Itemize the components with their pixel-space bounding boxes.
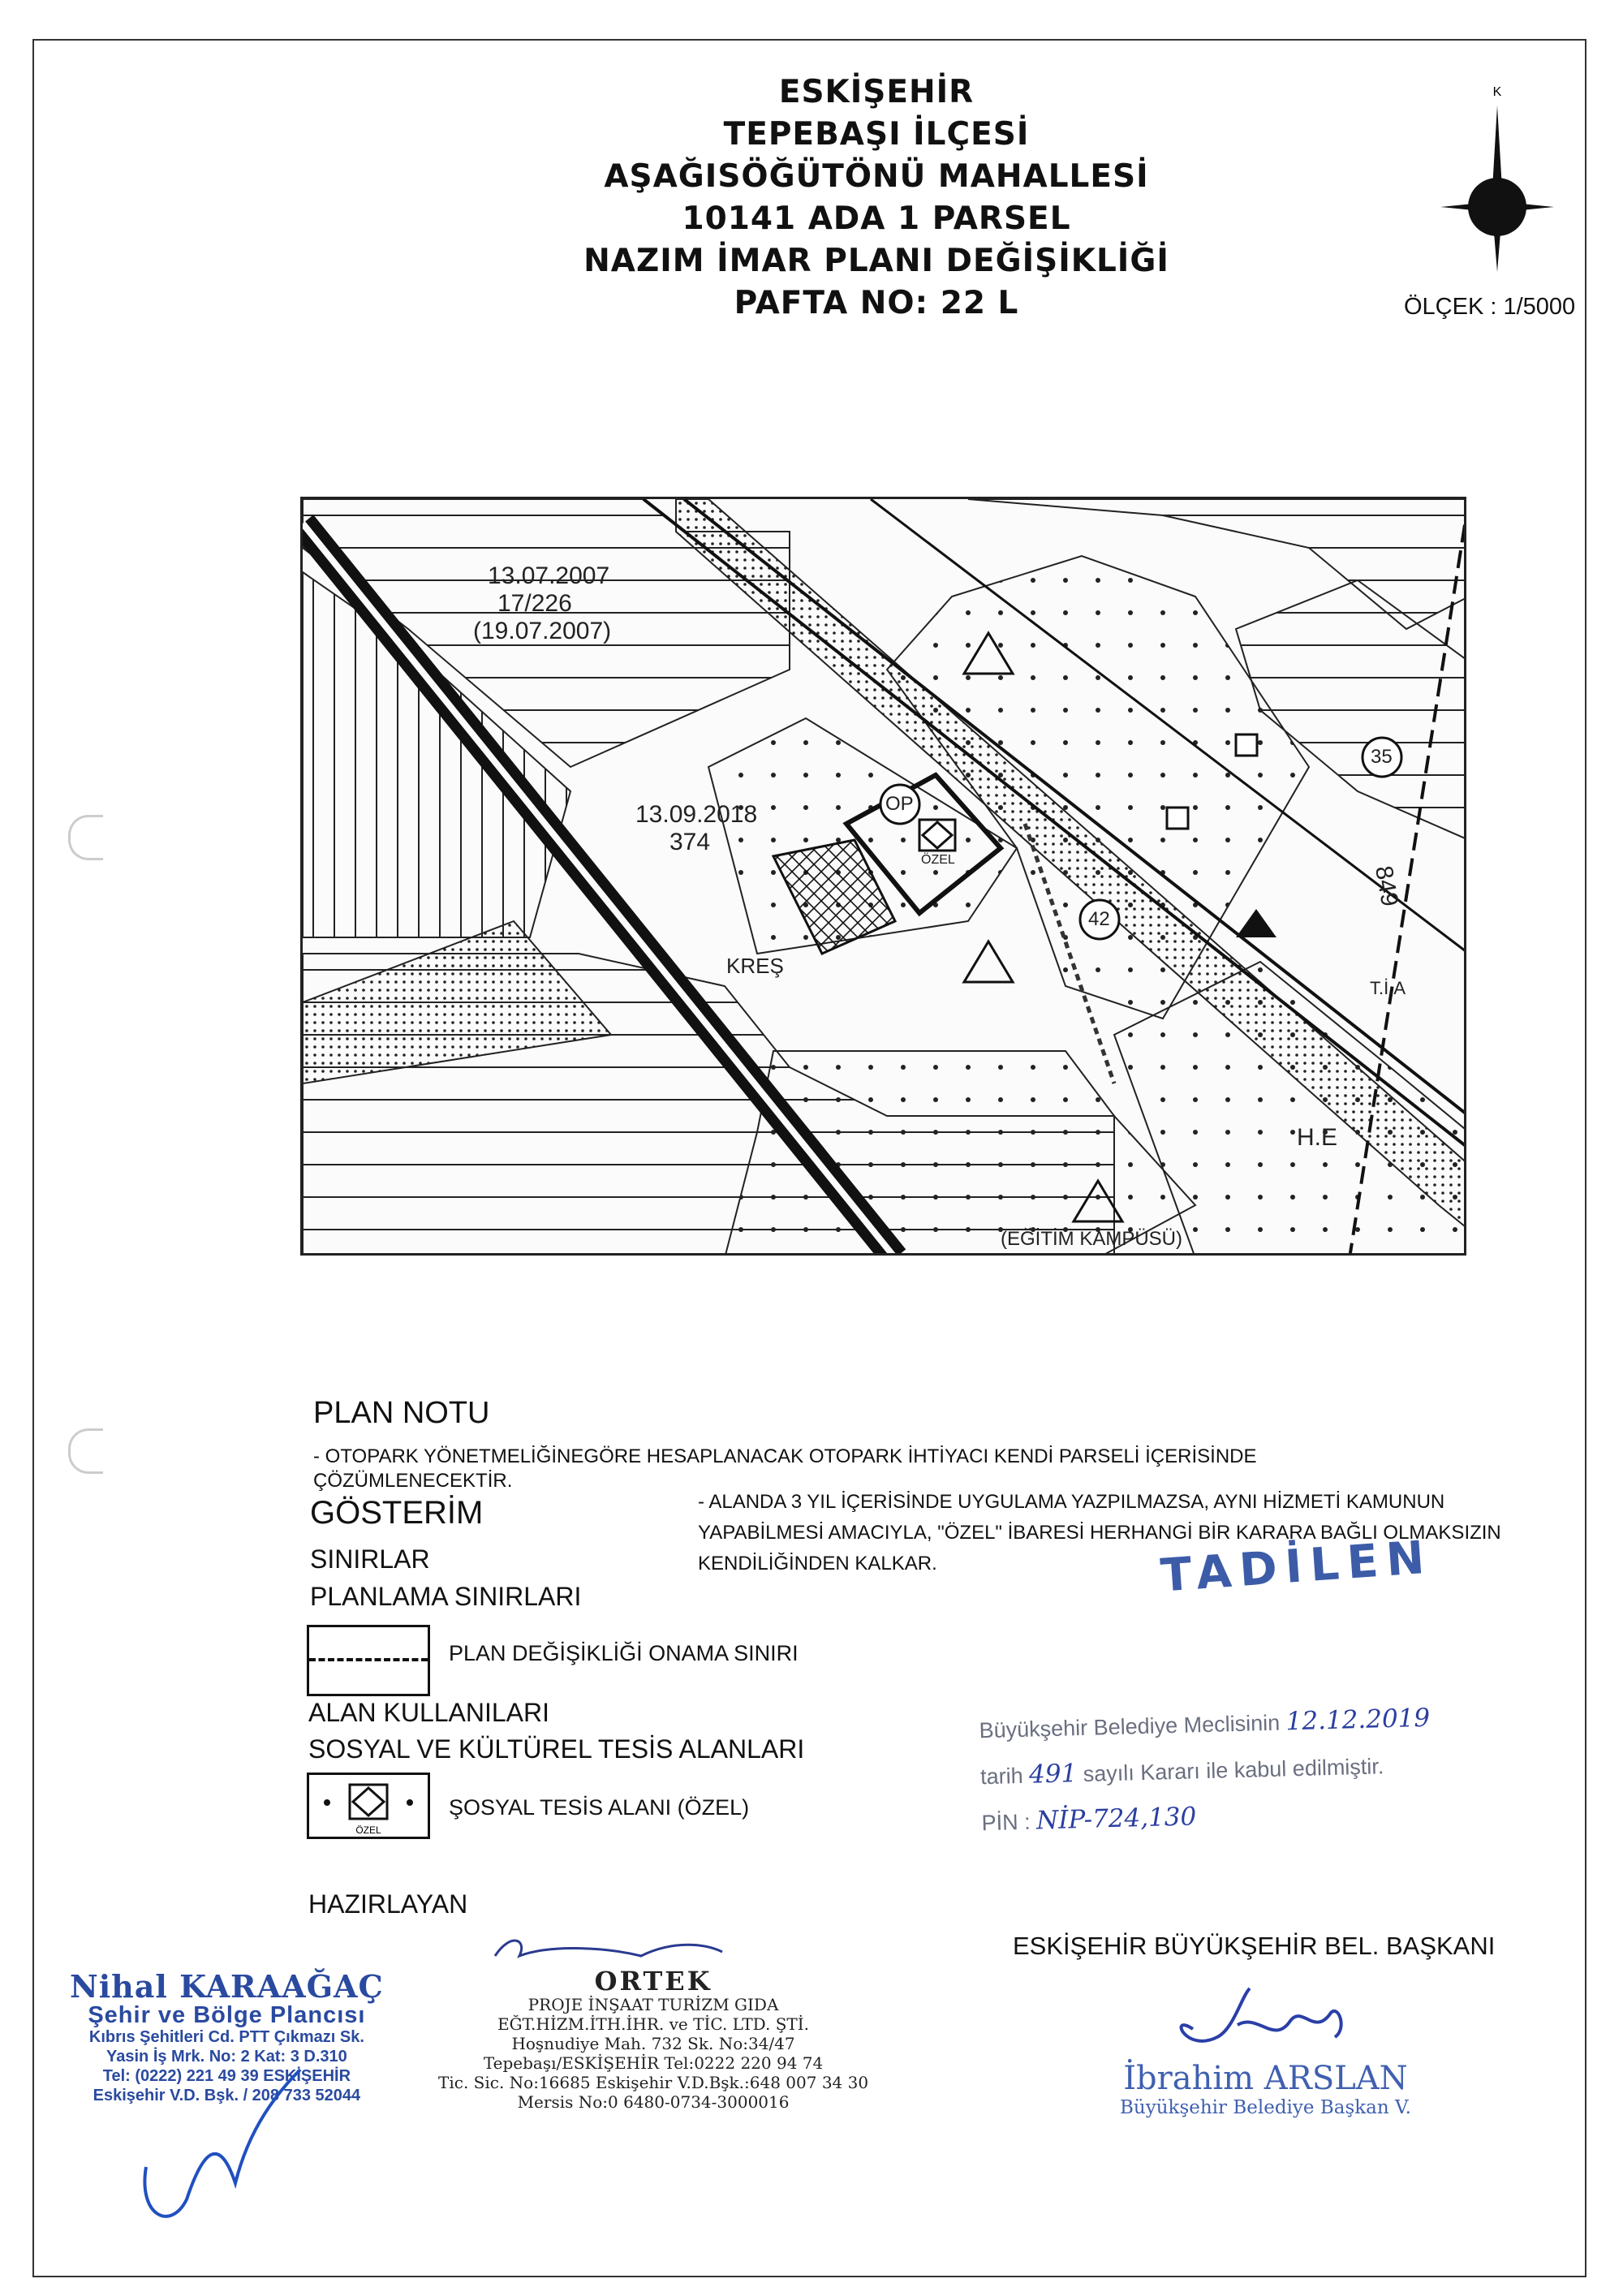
company-line-1: PROJE İNŞAAT TURİZM GIDA bbox=[527, 1995, 779, 2014]
planner-address-1: Kıbrıs Şehitleri Cd. PTT Çıkmazı Sk. bbox=[88, 2028, 364, 2046]
approval-pin: NİP-724,130 bbox=[1035, 1802, 1197, 1836]
title-plan-type: NAZIM İMAR PLANI DEĞİŞİKLİĞİ bbox=[583, 243, 1169, 279]
map-tia-label: T.İ.A bbox=[1370, 978, 1406, 998]
north-label: K bbox=[1492, 85, 1502, 99]
planner-tax: Eskişehir V.D. Bşk. / 208 733 52044 bbox=[93, 2087, 361, 2104]
north-arrow-icon bbox=[1436, 81, 1558, 284]
legend-boundary-label: PLAN DEĞİŞİKLİĞİ ONAMA SINIRI bbox=[449, 1641, 799, 1665]
company-brand: ORTEK bbox=[594, 1966, 712, 1997]
company-stamp bbox=[438, 1967, 868, 2112]
approval-line3: PİN : bbox=[981, 1809, 1031, 1836]
map-ozel-label: ÖZEL bbox=[921, 853, 955, 867]
title-parcel: 10141 ADA 1 PARSEL bbox=[682, 200, 1071, 237]
punch-hole-mark bbox=[68, 815, 103, 860]
planner-name: Nihal KARAAĞAÇ bbox=[70, 1968, 384, 2005]
mayor-title: ESKİŞEHİR BÜYÜKŞEHİR BEL. BAŞKANI bbox=[1013, 1932, 1496, 1960]
approval-date: 12.12.2019 bbox=[1285, 1703, 1431, 1737]
approval-stamp bbox=[979, 1695, 1433, 1846]
map-road-number: 42 bbox=[1088, 908, 1110, 930]
company-line-2: EĞT.HİZM.İTH.İHR. ve TİC. LTD. ŞTİ. bbox=[497, 2014, 809, 2034]
company-signature bbox=[487, 1923, 730, 1972]
company-line-4: Tepebaşı/ESKİŞEHİR Tel:0222 220 94 74 bbox=[483, 2053, 824, 2073]
title-sheet-number: PAFTA NO: 22 L bbox=[734, 285, 1019, 321]
map-date-label: 13.07.2007 bbox=[488, 562, 610, 589]
legend-ozel-small: ÖZEL bbox=[355, 1824, 381, 1836]
map-decision-label: 17/226 bbox=[497, 590, 572, 617]
plan-note-heading: PLAN NOTU bbox=[313, 1396, 490, 1430]
map-drawing bbox=[303, 499, 1466, 1256]
tadilen-stamp: TADİLEN bbox=[1159, 1531, 1435, 1603]
legend-section-planning-boundaries: PLANLAMA SINIRLARI bbox=[310, 1582, 582, 1611]
map-date-label: 13.09.2018 bbox=[635, 801, 758, 828]
legend-social-facility-symbol bbox=[307, 1773, 430, 1839]
legend-boundary-symbol bbox=[307, 1625, 430, 1696]
planner-address-2: Yasin İş Mrk. No: 2 Kat: 3 D.310 bbox=[106, 2048, 347, 2066]
company-line-3: Hoşnudiye Mah. 732 Sk. No:34/47 bbox=[511, 2034, 795, 2053]
plan-note-2: - ALANDA 3 YIL İÇERİSİNDE UYGULAMA YAZPILMAZSA, AYNI HİZMETİ KAMUNUN YAPABİLMESİ AMACIYLA, "ÖZEL" İBARESİ HERHANGİ BİR KARARA BAĞLI OLMAKSIZIN KENDİLİĞİNDEN KALKAR. bbox=[698, 1491, 1501, 1574]
plan-note-1: - OTOPARK YÖNETMELİĞİNEGÖRE HESAPLANACAK OTOPARK İHTİYACI KENDİ PARSELİ İÇERİSİNDE ÇÖZÜMLENECEKTİR. bbox=[313, 1445, 1257, 1492]
mayor-signature bbox=[1160, 1980, 1363, 2070]
title-block bbox=[454, 71, 1298, 325]
planner-tel: Tel: (0222) 221 49 39 ESKİŞEHİR bbox=[102, 2067, 351, 2085]
planner-signature bbox=[138, 2061, 316, 2232]
map-date-label: (19.07.2007) bbox=[473, 618, 612, 644]
legend-social-facility-label: ŞOSYAL TESİS ALANI (ÖZEL) bbox=[449, 1795, 750, 1820]
company-line-6: Mersis No:0 6480-0734-3000016 bbox=[517, 2092, 790, 2112]
mayor-role: Büyükşehir Belediye Başkan V. bbox=[1120, 2097, 1411, 2118]
plan-map bbox=[300, 497, 1466, 1256]
map-decision-label: 374 bbox=[669, 829, 711, 855]
title-district: TEPEBAŞI İLÇESİ bbox=[723, 116, 1030, 153]
map-he-label: H.E bbox=[1297, 1124, 1338, 1151]
title-neighborhood: AŞAĞISÖĞÜTÖNÜ MAHALLESİ bbox=[604, 158, 1149, 195]
prepared-by-heading: HAZIRLAYAN bbox=[308, 1889, 468, 1919]
mayor-name: İbrahim ARSLAN bbox=[1123, 2060, 1408, 2097]
map-elevation-label: 849 bbox=[1369, 864, 1404, 909]
punch-hole-mark bbox=[68, 1428, 103, 1474]
title-city: ESKİŞEHİR bbox=[778, 74, 975, 110]
legend-section-land-use: ALAN KULLANILARI bbox=[308, 1698, 550, 1727]
map-campus-label: (EĞİTİM KAMPÜSÜ) bbox=[1001, 1228, 1183, 1250]
legend-heading: GÖSTERİM bbox=[310, 1495, 484, 1531]
approval-line2-suffix: sayılı Kararı ile kabul edilmiştir. bbox=[1083, 1754, 1384, 1786]
map-scale: ÖLÇEK : 1/5000 bbox=[1404, 294, 1576, 320]
approval-line1: Büyükşehir Belediye Meclisinin bbox=[979, 1710, 1281, 1743]
map-kres-label: KREŞ bbox=[726, 954, 784, 978]
approval-decision-number: 491 bbox=[1028, 1759, 1078, 1790]
approval-line2: tarih bbox=[979, 1763, 1024, 1790]
legend-section-social-facilities: SOSYAL VE KÜLTÜREL TESİS ALANLARI bbox=[308, 1734, 805, 1764]
legend-section-boundaries: SINIRLAR bbox=[310, 1544, 430, 1574]
map-road-number: 35 bbox=[1371, 746, 1393, 768]
mayor-stamp bbox=[1120, 2060, 1411, 2118]
map-parking-label: OP bbox=[885, 793, 914, 815]
company-line-5: Tic. Sic. No:16685 Eskişehir V.D.Bşk.:648 007 34 30 bbox=[438, 2073, 869, 2092]
planner-role: Şehir ve Bölge Plancısı bbox=[88, 2002, 366, 2028]
